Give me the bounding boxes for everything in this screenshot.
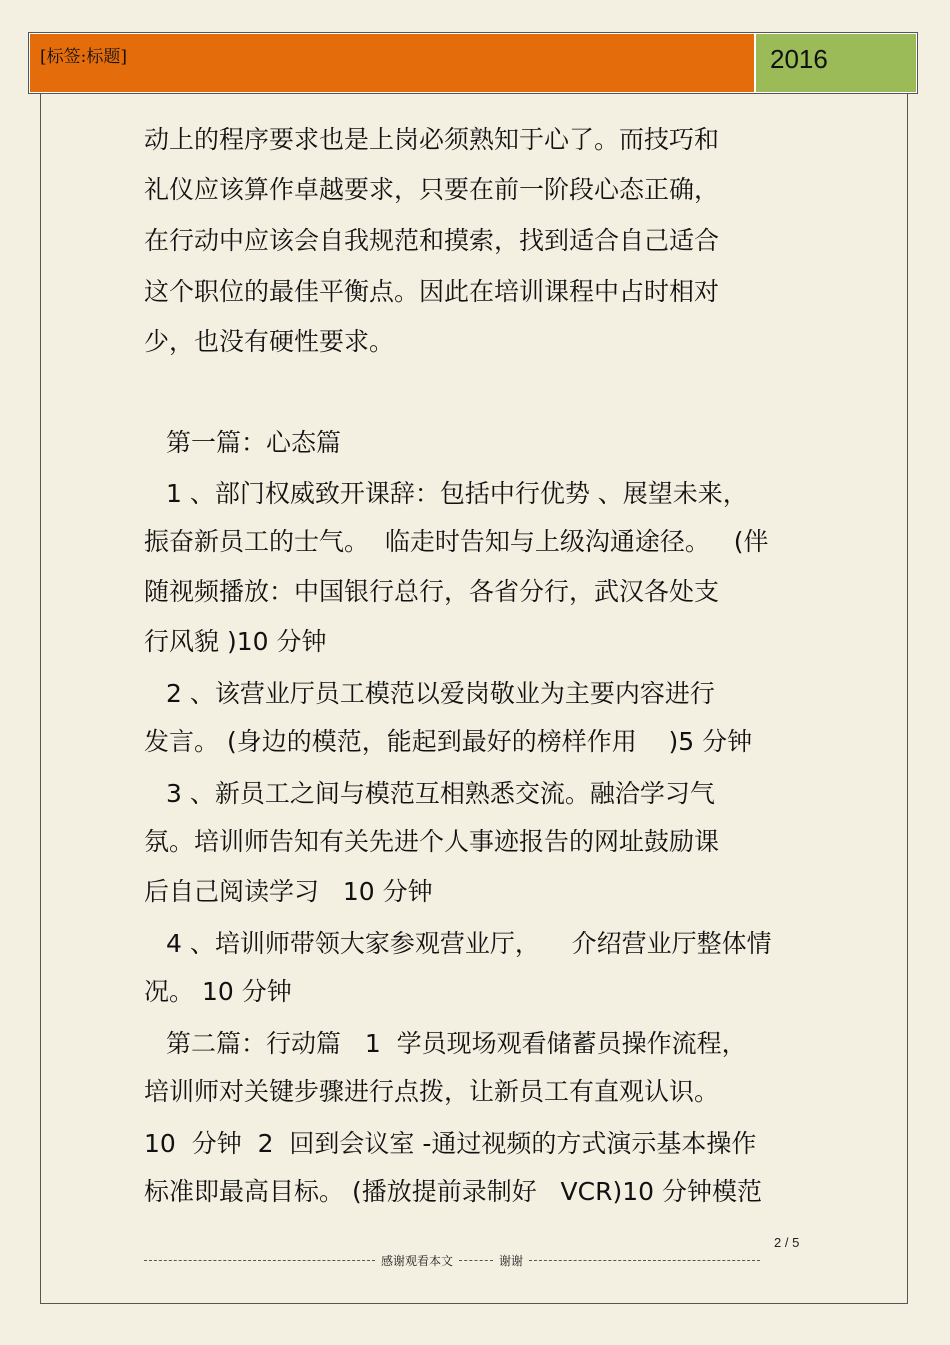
footer: [144, 1251, 760, 1269]
body-line: 发言。 (身边的模范，能起到最好的榜样作用 )5 分钟: [144, 727, 753, 756]
body-line: 4 、培训师带领大家参观营业厅， 介绍营业厅整体情: [166, 929, 772, 958]
body-line: 振奋新员工的士气。 临走时告知与上级沟通途径。 (伴: [144, 527, 769, 556]
body-line: 3 、新员工之间与模范互相熟悉交流。融洽学习气: [166, 779, 715, 808]
page-number: 2 / 5: [774, 1235, 800, 1250]
footer-text-left: 感谢观看本文: [380, 1253, 453, 1268]
body-line: 在行动中应该会自我规范和摸索，找到适合自己适合: [144, 226, 720, 255]
body-line: 少，也没有硬性要求。: [144, 327, 395, 356]
body-line: 行风貌 )10 分钟: [144, 627, 327, 656]
body-line: 氛。培训师告知有关先进个人事迹报告的网址鼓励课: [144, 827, 720, 856]
body-line: 2 、该营业厅员工模范以爱岗敬业为主要内容进行: [166, 679, 715, 708]
header-orange-band: [30, 34, 754, 92]
header-tag: [标签:标题]: [40, 47, 127, 67]
footer-rule-right: [529, 1260, 760, 1261]
body-line: 10 分钟 2 回到会议室 -通过视频的方式演示基本操作: [144, 1129, 757, 1158]
body-line: 1 、部门权威致开课辞：包括中行优势 、展望未来，: [166, 479, 748, 508]
body-line: 随视频播放：中国银行总行，各省分行，武汉各处支: [144, 577, 720, 606]
header-year: 2016: [770, 44, 828, 74]
section-heading: 第一篇：心态篇: [166, 428, 342, 457]
footer-text-right: 谢谢: [499, 1253, 524, 1268]
body-line: 况。 10 分钟: [144, 977, 292, 1006]
section-heading: 第二篇：行动篇 1 学员现场观看储蓄员操作流程，: [166, 1029, 747, 1058]
footer-rule-left: [144, 1260, 375, 1261]
body-line: 培训师对关键步骤进行点拨，让新员工有直观认识。: [144, 1077, 720, 1106]
body-line: 动上的程序要求也是上岗必须熟知于心了。而技巧和: [144, 125, 720, 154]
body-line: 标准即最高目标。 (播放提前录制好 VCR)10 分钟模范: [144, 1177, 762, 1206]
body-line: 这个职位的最佳平衡点。因此在培训课程中占时相对: [144, 277, 720, 306]
body-line: 礼仪应该算作卓越要求，只要在前一阶段心态正确，: [144, 175, 720, 204]
body-line: 后自己阅读学习 10 分钟: [144, 877, 433, 906]
footer-rule-middle: [459, 1260, 493, 1261]
